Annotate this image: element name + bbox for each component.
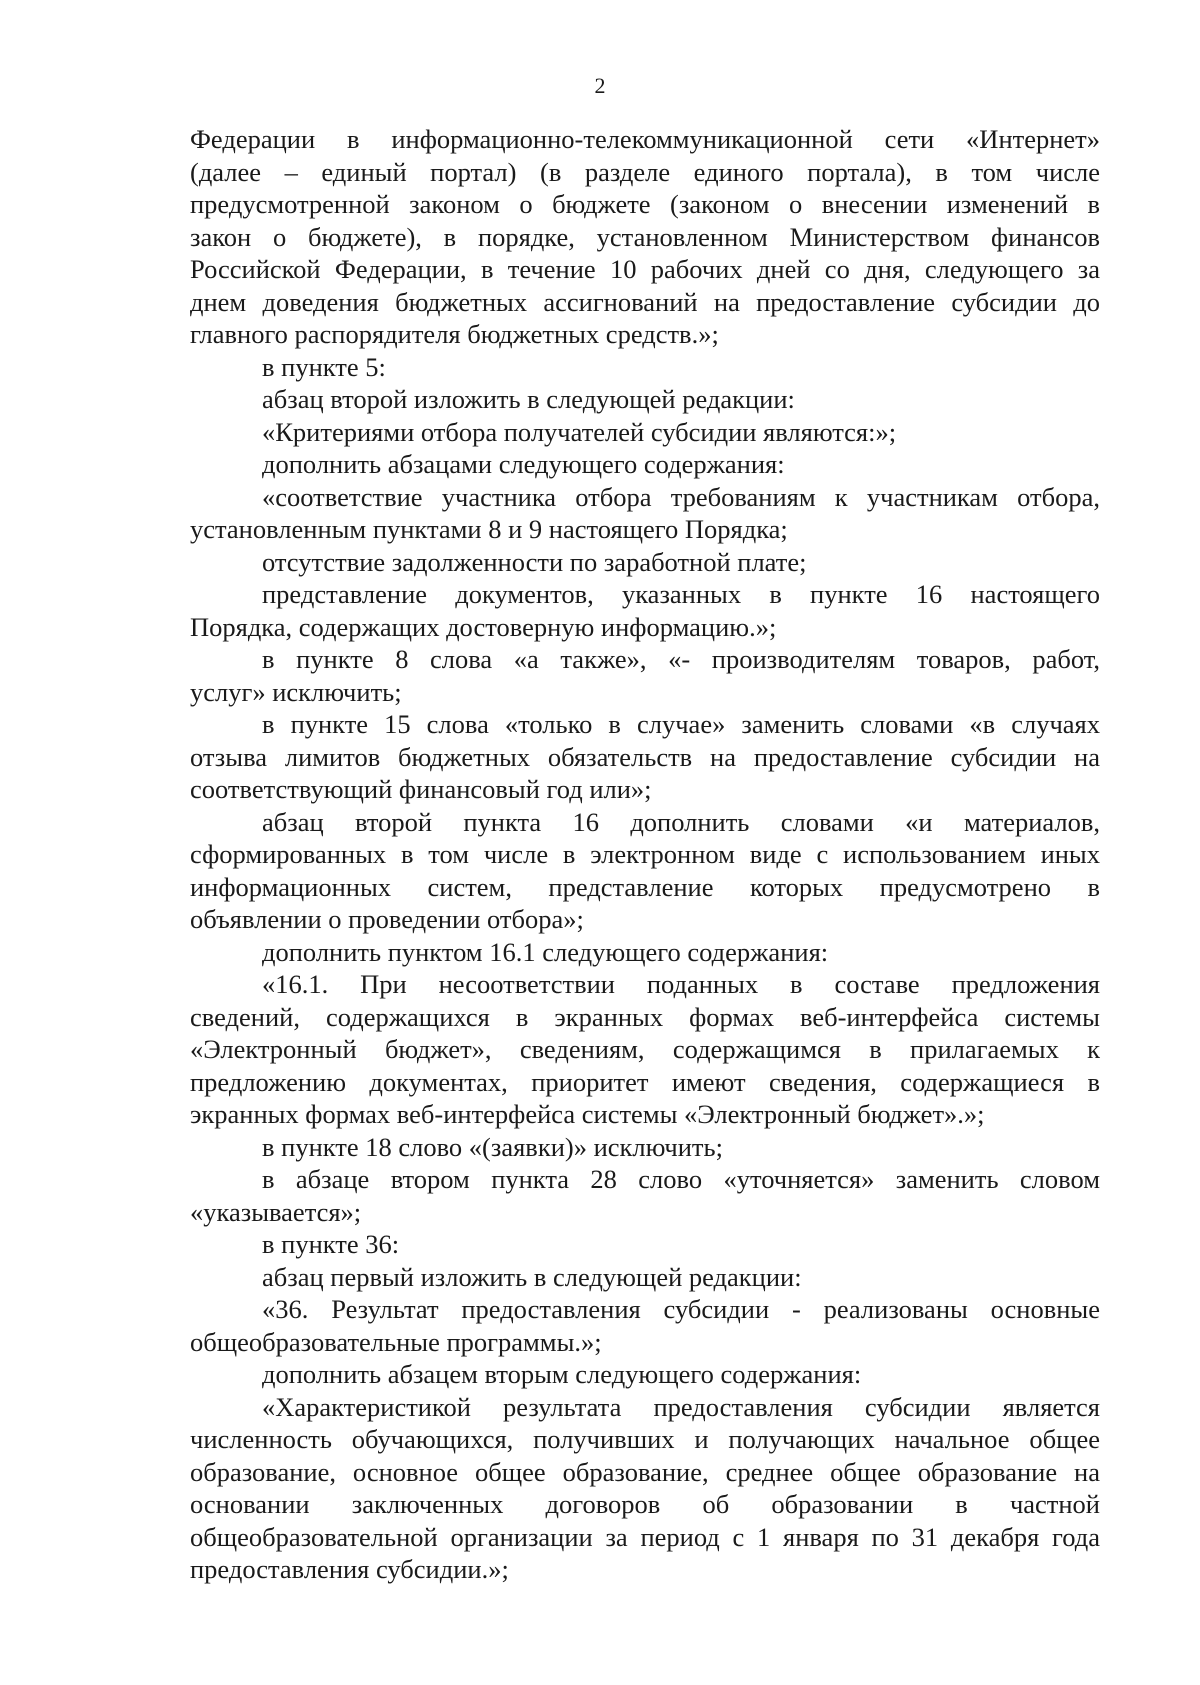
text-line: дополнить пунктом 16.1 следующего содержания: <box>262 936 829 967</box>
text-line: «Электронный бюджет», сведениям, содержащимся в прилагаемых к <box>190 1034 1100 1064</box>
text-line: объявлении о проведении отбора»; <box>190 904 584 934</box>
text-line: Порядка, содержащих достоверную информацию.»; <box>190 611 777 642</box>
text-line: «Характеристикой результата предоставления субсидии является <box>262 1391 1100 1422</box>
text-line: предложению документах, приоритет имеют сведения, содержащиеся в <box>190 1066 1100 1097</box>
text-line: «36. Результат предоставления субсидии - реализованы основные <box>262 1294 1100 1324</box>
text-line: «16.1. При несоответствии поданных в составе предложения <box>262 969 1100 999</box>
text-line: Российской Федерации, в течение 10 рабочих дней со дня, следующего за <box>190 254 1100 284</box>
text-line: информационных систем, представление которых предусмотрено в <box>190 871 1100 902</box>
text-line: «соответствие участника отбора требованиям к участникам отбора, <box>262 481 1100 512</box>
document-body <box>190 123 1100 1586</box>
text-line: абзац второй изложить в следующей редакции: <box>262 384 795 414</box>
text-line: (далее – единый портал) (в разделе единого портала), в том числе <box>190 156 1100 187</box>
page-number: 2 <box>594 73 606 98</box>
text-line: закон о бюджете), в порядке, установленном Министерством финансов <box>190 221 1100 252</box>
text-line: дополнить абзацами следующего содержания: <box>262 449 785 479</box>
text-line: установленным пунктами 8 и 9 настоящего Порядка; <box>190 514 788 544</box>
text-line: в пункте 8 слова «а также», «- производителям товаров, работ, <box>262 644 1100 674</box>
text-line: «указывается»; <box>190 1196 362 1227</box>
text-line: абзац второй пункта 16 дополнить словами «и материалов, <box>262 806 1100 837</box>
text-line: услуг» исключить; <box>190 676 402 707</box>
text-line: основании заключенных договоров об образовании в частной <box>190 1489 1100 1519</box>
text-line: сформированных в том числе в электронном виде с использованием иных <box>190 839 1100 869</box>
text-line: численность обучающихся, получивших и получающих начальное общее <box>190 1424 1100 1454</box>
text-line: общеобразовательные программы.»; <box>190 1326 602 1357</box>
text-line: абзац первый изложить в следующей редакции: <box>262 1261 802 1292</box>
text-line: соответствующий финансовый год или»; <box>190 774 652 804</box>
text-line: представление документов, указанных в пункте 16 настоящего <box>262 579 1100 609</box>
text-line: в абзаце втором пункта 28 слово «уточняется» заменить словом <box>262 1164 1100 1194</box>
text-line: в пункте 36: <box>262 1229 400 1259</box>
text-line: Федерации в информационно-телекоммуникационной сети «Интернет» <box>190 124 1100 154</box>
text-line: сведений, содержащихся в экранных формах веб-интерфейса системы <box>190 1001 1100 1032</box>
text-line: предусмотренной законом о бюджете (законом о внесении изменений в <box>190 189 1100 219</box>
text-line: в пункте 5: <box>262 351 386 382</box>
text-line: предоставления субсидии.»; <box>190 1554 509 1584</box>
text-line: в пункте 15 слова «только в случае» заменить словами «в случаях <box>262 709 1100 739</box>
text-line: в пункте 18 слово «(заявки)» исключить; <box>262 1131 723 1162</box>
text-line: экранных формах веб-интерфейса системы «Электронный бюджет».»; <box>190 1099 985 1129</box>
text-line: днем доведения бюджетных ассигнований на предоставление субсидии до <box>190 286 1100 317</box>
text-line: «Критериями отбора получателей субсидии являются:»; <box>262 416 897 447</box>
text-line: образование, основное общее образование, среднее общее образование на <box>190 1456 1100 1487</box>
text-line: общеобразовательной организации за период с 1 января по 31 декабря года <box>190 1521 1100 1552</box>
text-line: отзыва лимитов бюджетных обязательств на предоставление субсидии на <box>190 741 1100 772</box>
text-line: главного распорядителя бюджетных средств.»; <box>190 319 719 349</box>
text-line: отсутствие задолженности по заработной плате; <box>262 546 807 577</box>
text-line: дополнить абзацем вторым следующего содержания: <box>262 1359 862 1389</box>
